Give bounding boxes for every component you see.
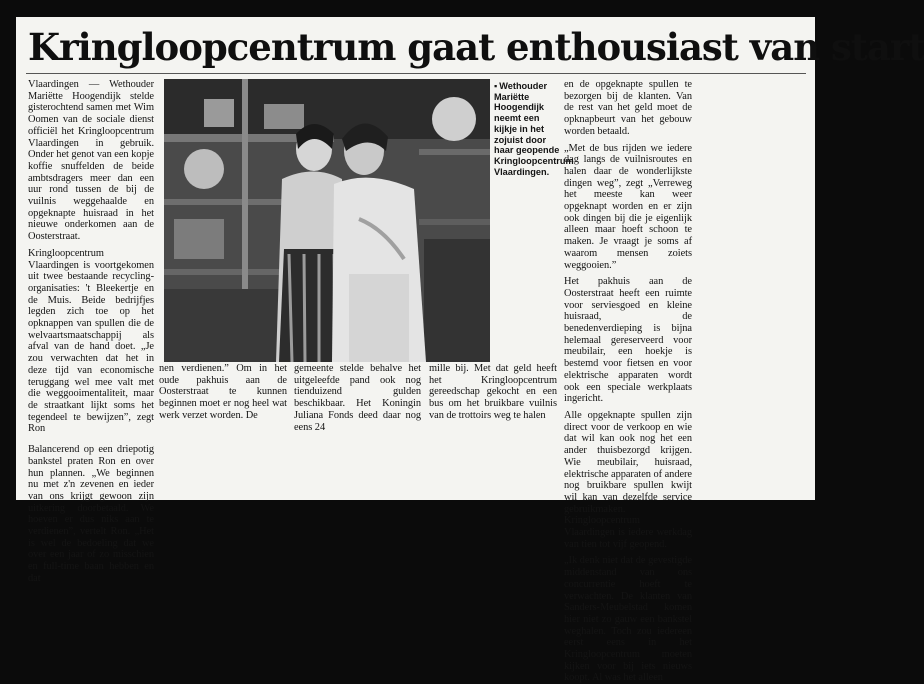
paragraph-2: Kringloopcentrum Vlaardingen is voortgekomen uit twee bestaande recycling-organisaties: 't Bleekertje en de Muis. Beide bedrijfjes legden zich toe op het opknappen van spullen die de welvaartsmaatschappij als afval van de hand doet. „Je zou verwachten dat het in deze tijd van economische teruggang wel mee valt met die weggooimentaliteit, maar de straatkant lijkt soms het tegendeel te bewijzen”, zegt Ron <box>28 247 154 435</box>
caption-text: Wethouder Mariëtte Hoogendijk neemt een kijkje in het zojuist door haar geopende Kringloopcentrum Vlaardingen. <box>494 81 574 177</box>
article-column-1 <box>28 79 154 584</box>
column-5-paragraph-1: en de opgeknapte spullen te bezorgen bij de klanten. Van de rest van het geld moet de opknapbeurt van het gebouw worden betaald. <box>564 79 692 137</box>
news-photo <box>164 79 490 362</box>
newspaper-clipping <box>16 17 924 684</box>
column-2-text: nen verdienen.” Om in het oude pakhuis aan de Oosterstraat te kunnen beginnen moet er nog heel wat werk verzet worden. De <box>159 363 287 421</box>
article-column-2 <box>159 363 287 423</box>
headline-rule <box>26 73 806 74</box>
column-5-paragraph-2: „Met de bus rijden we iedere dag langs de vuilnisroutes en halen daar de wonderlijkste dingen weg”, zegt „Verreweg het meeste kan weer opgeknapt worden en er zijn ook dingen bij die je eigenlijk alleen maar hoeft schoon te maken. Je vraagt je soms af waarom mensen zoiets weggooien.” <box>564 142 692 271</box>
column-3-text: gemeente stelde behalve het uitgeleefde pand ook nog tienduizend gulden beschikbaar. Het Koningin Juliana Fonds deed daar nog eens 24 <box>294 363 421 433</box>
article-column-3 <box>294 363 421 433</box>
article-column-4 <box>429 363 557 423</box>
headline: Kringloopcentrum gaat enthousiast van start <box>28 25 924 69</box>
caption-bullet: ▪ <box>494 81 498 91</box>
photo-caption <box>494 81 574 177</box>
column-5-paragraph-5: „Ik denk niet dat de gevestigde middenstand van ons concurrentie hoeft te verwachten. De klanten van Sanders-Meubelstad komen hier niet zo gauw een bankstel weghalen. Toch zou iedereen eerst eens in het Kringloopcentrum moeten kijken voor bij iets nieuws koopt. Al was het alleen <box>564 555 692 684</box>
article-column-5 <box>564 79 692 684</box>
column-5-paragraph-4: Alle opgeknapte spullen zijn direct voor de verkoop en wie dat wil kan ook nog het een ander thuisbezorgd krijgen. Wie meubilair, huisraad, elektrische apparaten of andere nog bruikbare spullen kwijt wil kan van dezelfde service gebruikmaken. Kringloopcentrum Vlaardingen is iedere werkdag van tien tot vijf geopend. <box>564 409 692 550</box>
paragraph-3: Balancerend op een driepotig bankstel praten Ron en over hun plannen. „We beginnen nu met z'n zevenen en ieder van ons krijgt gewoon zijn uitkering doorbetaald. We hoeven er dus niks aan te verdienen”, vertelt Ron. „Het is wel de bedoeling dat we over een jaar of zo misschien en full-time baan hebben en dat <box>28 444 154 584</box>
column-5-paragraph-3: Het pakhuis aan de Oosterstraat heeft een ruimte voor serviesgoed en kleine huisraad, de benedenverdieping is bijna helemaal gereserveerd voor meubilair, een hoekje is bestemd voor fietsen en voor elektrische apparaten wordt ook een speciale werkplaats ingericht. <box>564 276 692 405</box>
photo-image <box>164 79 490 362</box>
column-4-text: mille bij. Met dat geld heeft het Kringloopcentrum gereedschap gekocht en een bus om het bruikbare vuilnis van de trottoirs weg te halen <box>429 363 557 421</box>
paragraph-1: Vlaardingen — Wethouder Mariëtte Hoogendijk stelde gisterochtend samen met Wim Oomen van de sociale dienst officiël het Kringloopcentrum Vlaardingen in gebruik. Onder het genot van een kopje koffie snuffelden de beide ambtsdragers meer dan een uur rond tussen de bij de vuilnis weggehaalde en opgeknapte huisraad in het nieuwe onderkomen aan de Oosterstraat. <box>28 79 154 243</box>
